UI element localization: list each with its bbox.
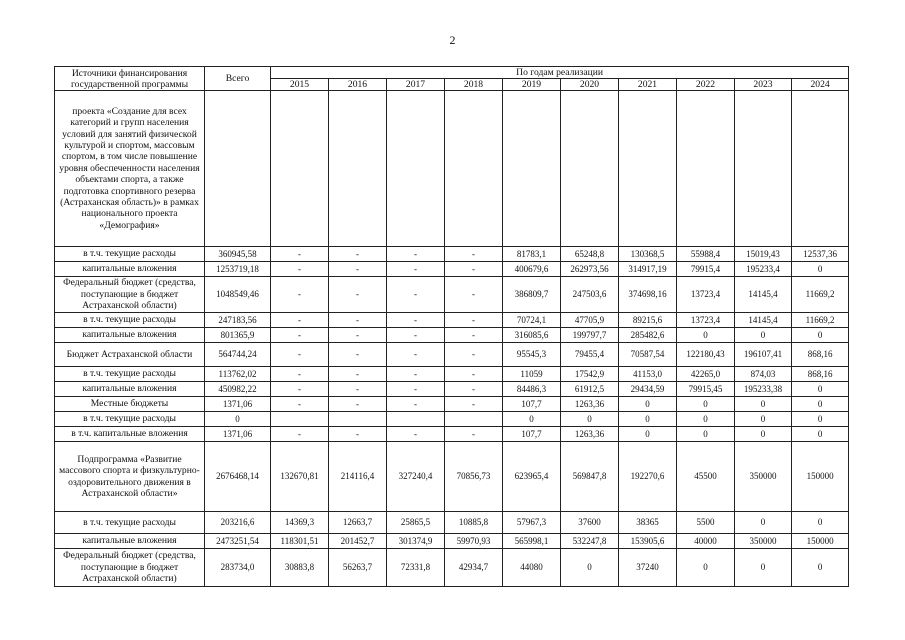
row-value-2016: [329, 412, 387, 427]
row-label: в т.ч. текущие расходы: [55, 367, 205, 382]
row-value-2018: 70856,73: [445, 442, 503, 512]
row-value-2021: 192270,6: [619, 442, 677, 512]
header-year: 2016: [329, 79, 387, 91]
header-year: 2020: [561, 79, 619, 91]
table-row: [55, 512, 849, 534]
row-value-2021: 41153,0: [619, 367, 677, 382]
row-label: проекта «Создание для всех категорий и групп населения условий для занятий физической культурой и спортом, массовым спортом, в том числе повышение уровня обеспеченности населения объектами спорта, а также подготовка спортивного резерва (Астраханская область)» в рамках национального проекта «Демография»: [55, 91, 205, 247]
row-value-2016: [329, 91, 387, 247]
row-total: 247183,56: [205, 313, 271, 328]
row-value-2020: 569847,8: [561, 442, 619, 512]
row-value-2016: -: [329, 343, 387, 367]
header-total: Всего: [205, 67, 271, 91]
row-value-2022: 40000: [677, 534, 735, 549]
row-value-2020: 47705,9: [561, 313, 619, 328]
row-value-2016: -: [329, 328, 387, 343]
header-year: 2015: [271, 79, 329, 91]
row-value-2023: 14145,4: [735, 313, 792, 328]
row-value-2019: 44080: [503, 549, 561, 587]
row-value-2021: 0: [619, 397, 677, 412]
table-row: [55, 382, 849, 397]
row-value-2019: 107,7: [503, 427, 561, 442]
row-value-2022: 0: [677, 427, 735, 442]
header-year: 2018: [445, 79, 503, 91]
row-value-2020: [561, 91, 619, 247]
table-row: [55, 397, 849, 412]
row-value-2022: 55988,4: [677, 247, 735, 262]
row-value-2018: 10885,8: [445, 512, 503, 534]
row-value-2023: [735, 91, 792, 247]
row-value-2020: 1263,36: [561, 427, 619, 442]
row-value-2020: 37600: [561, 512, 619, 534]
row-value-2023: 874,03: [735, 367, 792, 382]
header-years-group: По годам реализации: [271, 67, 849, 79]
row-value-2015: -: [271, 277, 329, 313]
row-value-2024: 868,16: [792, 367, 849, 382]
table-row: [55, 91, 849, 247]
row-label: в т.ч. текущие расходы: [55, 313, 205, 328]
row-value-2022: 13723,4: [677, 277, 735, 313]
row-value-2023: 196107,41: [735, 343, 792, 367]
row-value-2016: -: [329, 382, 387, 397]
row-value-2019: 623965,4: [503, 442, 561, 512]
row-total: 450982,22: [205, 382, 271, 397]
row-value-2017: -: [387, 313, 445, 328]
row-value-2016: -: [329, 277, 387, 313]
row-value-2019: 107,7: [503, 397, 561, 412]
row-value-2024: 0: [792, 382, 849, 397]
row-value-2018: 59970,93: [445, 534, 503, 549]
row-value-2019: 70724,1: [503, 313, 561, 328]
row-value-2022: 13723,4: [677, 313, 735, 328]
row-total: 360945,58: [205, 247, 271, 262]
header-year: 2021: [619, 79, 677, 91]
row-value-2018: -: [445, 277, 503, 313]
row-value-2024: 0: [792, 549, 849, 587]
row-value-2023: 0: [735, 412, 792, 427]
row-value-2022: 0: [677, 397, 735, 412]
row-value-2019: 57967,3: [503, 512, 561, 534]
row-total: [205, 91, 271, 247]
row-value-2020: 79455,4: [561, 343, 619, 367]
row-value-2019: 11059: [503, 367, 561, 382]
table-row: [55, 534, 849, 549]
row-value-2019: 0: [503, 412, 561, 427]
row-value-2023: 0: [735, 397, 792, 412]
row-value-2017: 72331,8: [387, 549, 445, 587]
row-value-2023: 195233,38: [735, 382, 792, 397]
row-value-2017: -: [387, 247, 445, 262]
table-row: [55, 277, 849, 313]
row-value-2024: 0: [792, 397, 849, 412]
row-value-2020: 247503,6: [561, 277, 619, 313]
row-value-2024: 12537,36: [792, 247, 849, 262]
row-value-2023: 0: [735, 549, 792, 587]
row-value-2022: 0: [677, 412, 735, 427]
row-value-2017: -: [387, 343, 445, 367]
row-label: Подпрограмма «Развитие массового спорта и физкультурно-оздоровительного движения в Астраханской области»: [55, 442, 205, 512]
row-value-2017: -: [387, 328, 445, 343]
row-value-2017: -: [387, 367, 445, 382]
row-value-2018: -: [445, 343, 503, 367]
row-value-2017: -: [387, 427, 445, 442]
row-value-2016: 214116,4: [329, 442, 387, 512]
row-value-2024: 0: [792, 262, 849, 277]
row-value-2021: 130368,5: [619, 247, 677, 262]
table-row: [55, 367, 849, 382]
row-value-2015: 118301,51: [271, 534, 329, 549]
row-value-2016: 56263,7: [329, 549, 387, 587]
row-value-2021: 314917,19: [619, 262, 677, 277]
row-total: 2473251,54: [205, 534, 271, 549]
row-value-2015: [271, 412, 329, 427]
row-value-2015: -: [271, 397, 329, 412]
row-value-2023: 14145,4: [735, 277, 792, 313]
row-value-2023: 350000: [735, 534, 792, 549]
row-value-2015: -: [271, 367, 329, 382]
row-value-2020: 17542,9: [561, 367, 619, 382]
row-value-2018: -: [445, 367, 503, 382]
row-value-2024: 868,16: [792, 343, 849, 367]
row-value-2021: 0: [619, 412, 677, 427]
row-value-2021: 70587,54: [619, 343, 677, 367]
row-value-2024: 150000: [792, 534, 849, 549]
row-value-2020: 532247,8: [561, 534, 619, 549]
table-body: [55, 91, 849, 587]
row-value-2018: -: [445, 397, 503, 412]
row-value-2024: 0: [792, 412, 849, 427]
row-label: капитальные вложения: [55, 534, 205, 549]
row-value-2022: 5500: [677, 512, 735, 534]
table-row: [55, 247, 849, 262]
table-row: [55, 313, 849, 328]
row-value-2023: 0: [735, 512, 792, 534]
row-value-2016: 201452,7: [329, 534, 387, 549]
row-value-2022: 45500: [677, 442, 735, 512]
row-total: 2676468,14: [205, 442, 271, 512]
row-value-2018: -: [445, 313, 503, 328]
row-value-2016: 12663,7: [329, 512, 387, 534]
header-year: 2019: [503, 79, 561, 91]
row-value-2022: 0: [677, 549, 735, 587]
row-value-2015: 14369,3: [271, 512, 329, 534]
row-value-2022: 79915,45: [677, 382, 735, 397]
row-value-2024: 11669,2: [792, 277, 849, 313]
page-number: 2: [449, 33, 456, 47]
row-value-2019: 95545,3: [503, 343, 561, 367]
row-total: 1253719,18: [205, 262, 271, 277]
row-value-2016: -: [329, 427, 387, 442]
row-label: Федеральный бюджет (средства, поступающие в бюджет Астраханской области): [55, 549, 205, 587]
row-value-2022: 42265,0: [677, 367, 735, 382]
row-value-2017: 301374,9: [387, 534, 445, 549]
row-total: 0: [205, 412, 271, 427]
row-value-2016: -: [329, 247, 387, 262]
row-value-2020: 262973,56: [561, 262, 619, 277]
row-value-2015: -: [271, 427, 329, 442]
row-value-2021: 285482,6: [619, 328, 677, 343]
row-label: в т.ч. капитальные вложения: [55, 427, 205, 442]
table-row: [55, 549, 849, 587]
row-value-2022: 0: [677, 328, 735, 343]
row-value-2018: -: [445, 427, 503, 442]
row-value-2020: 65248,8: [561, 247, 619, 262]
row-total: 113762,02: [205, 367, 271, 382]
row-value-2023: 15019,43: [735, 247, 792, 262]
row-value-2020: 0: [561, 549, 619, 587]
row-value-2020: 1263,36: [561, 397, 619, 412]
row-total: 801365,9: [205, 328, 271, 343]
row-label: в т.ч. текущие расходы: [55, 247, 205, 262]
table-row: [55, 343, 849, 367]
row-value-2016: -: [329, 367, 387, 382]
row-value-2024: 0: [792, 512, 849, 534]
row-value-2015: -: [271, 343, 329, 367]
header-year: 2023: [735, 79, 792, 91]
row-value-2017: -: [387, 382, 445, 397]
row-value-2021: 37240: [619, 549, 677, 587]
row-value-2022: [677, 91, 735, 247]
row-value-2017: [387, 412, 445, 427]
row-value-2023: 0: [735, 427, 792, 442]
row-value-2018: [445, 412, 503, 427]
row-value-2018: -: [445, 247, 503, 262]
row-value-2017: -: [387, 277, 445, 313]
row-value-2019: 565998,1: [503, 534, 561, 549]
row-value-2024: 0: [792, 427, 849, 442]
row-value-2019: 81783,1: [503, 247, 561, 262]
row-value-2023: 0: [735, 328, 792, 343]
row-label: капитальные вложения: [55, 328, 205, 343]
row-label: в т.ч. текущие расходы: [55, 512, 205, 534]
row-value-2022: 79915,4: [677, 262, 735, 277]
table-row: [55, 427, 849, 442]
row-total: 564744,24: [205, 343, 271, 367]
row-value-2019: 400679,6: [503, 262, 561, 277]
row-label: Федеральный бюджет (средства, поступающие в бюджет Астраханской области): [55, 277, 205, 313]
row-value-2021: 153905,6: [619, 534, 677, 549]
row-value-2021: [619, 91, 677, 247]
row-value-2024: 150000: [792, 442, 849, 512]
row-value-2016: -: [329, 397, 387, 412]
row-value-2018: 42934,7: [445, 549, 503, 587]
row-value-2017: [387, 91, 445, 247]
header-year: 2022: [677, 79, 735, 91]
row-value-2022: 122180,43: [677, 343, 735, 367]
row-value-2021: 38365: [619, 512, 677, 534]
row-value-2018: -: [445, 382, 503, 397]
row-value-2015: [271, 91, 329, 247]
row-value-2015: -: [271, 313, 329, 328]
row-label: капитальные вложения: [55, 382, 205, 397]
row-value-2016: -: [329, 313, 387, 328]
row-value-2017: -: [387, 262, 445, 277]
row-value-2024: 11669,2: [792, 313, 849, 328]
row-total: 1371,06: [205, 427, 271, 442]
row-label: в т.ч. текущие расходы: [55, 412, 205, 427]
row-value-2024: 0: [792, 328, 849, 343]
row-value-2017: 327240,4: [387, 442, 445, 512]
row-value-2023: 195233,4: [735, 262, 792, 277]
row-value-2024: [792, 91, 849, 247]
row-value-2015: -: [271, 247, 329, 262]
row-total: 283734,0: [205, 549, 271, 587]
row-value-2018: -: [445, 328, 503, 343]
header-year: 2017: [387, 79, 445, 91]
row-value-2020: 0: [561, 412, 619, 427]
row-label: Бюджет Астраханской области: [55, 343, 205, 367]
budget-table: [54, 66, 849, 587]
row-value-2017: -: [387, 397, 445, 412]
header-year: 2024: [792, 79, 849, 91]
row-value-2015: -: [271, 262, 329, 277]
row-label: Местные бюджеты: [55, 397, 205, 412]
row-value-2021: 374698,16: [619, 277, 677, 313]
table-row: [55, 262, 849, 277]
table-row: [55, 442, 849, 512]
row-value-2020: 61912,5: [561, 382, 619, 397]
row-label: капитальные вложения: [55, 262, 205, 277]
row-value-2019: [503, 91, 561, 247]
row-value-2021: 0: [619, 427, 677, 442]
row-value-2018: -: [445, 262, 503, 277]
row-value-2015: -: [271, 328, 329, 343]
row-total: 203216,6: [205, 512, 271, 534]
header-source: Источники финансирования государственной программы: [55, 67, 205, 91]
row-value-2018: [445, 91, 503, 247]
row-value-2015: 132670,81: [271, 442, 329, 512]
table-row: [55, 328, 849, 343]
row-value-2021: 29434,59: [619, 382, 677, 397]
row-value-2016: -: [329, 262, 387, 277]
row-value-2019: 386809,7: [503, 277, 561, 313]
row-value-2015: -: [271, 382, 329, 397]
table-row: [55, 412, 849, 427]
row-value-2019: 316085,6: [503, 328, 561, 343]
row-value-2017: 25865,5: [387, 512, 445, 534]
row-value-2023: 350000: [735, 442, 792, 512]
row-value-2020: 199797,7: [561, 328, 619, 343]
row-total: 1048549,46: [205, 277, 271, 313]
row-total: 1371,06: [205, 397, 271, 412]
row-value-2019: 84486,3: [503, 382, 561, 397]
row-value-2021: 89215,6: [619, 313, 677, 328]
row-value-2015: 30883,8: [271, 549, 329, 587]
